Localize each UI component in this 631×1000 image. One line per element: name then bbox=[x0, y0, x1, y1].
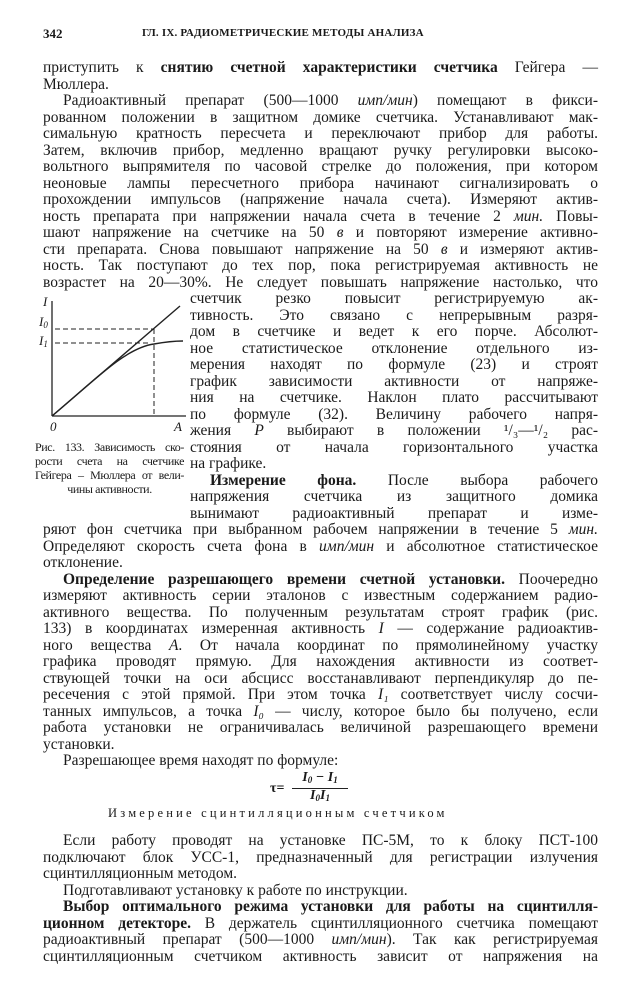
text-run: графика проводят прямую. Для нахождения активности из соответ- bbox=[43, 653, 598, 670]
caption-line: Рис. 133. Зависимость ско- bbox=[35, 440, 184, 454]
text-line bbox=[43, 621, 598, 638]
italic-text: имп/мин bbox=[319, 537, 375, 555]
text-run: стояния от начала горизонтального участка bbox=[190, 438, 598, 456]
text-run: отклонение. bbox=[43, 554, 123, 571]
italic-text: в bbox=[440, 240, 448, 258]
bold-text: Выбор оптимального режима установки для работы на сцинтилля- bbox=[63, 898, 598, 915]
text-run: по формуле (32). Величину рабочего напря- bbox=[190, 405, 598, 423]
text-run: 133) в координатах измеренная активность bbox=[43, 620, 379, 637]
text-line bbox=[43, 916, 598, 933]
text-line bbox=[43, 720, 598, 737]
text-run: сцинтилляционным счетчиком активность зависит от напряжения на bbox=[43, 947, 598, 965]
text-line bbox=[43, 77, 598, 94]
text-line bbox=[43, 899, 598, 916]
text-run: вынимают радиоактивный препарат и изме- bbox=[190, 504, 598, 522]
text-run: счетчик резко повысит регистрируемую ак- bbox=[190, 290, 598, 307]
text-run: симальную кратность пересчета и переключают прибор для работы. bbox=[43, 125, 598, 142]
text-run: ность. Так поступают до тех пор, пока регистрируемая активность не bbox=[43, 257, 598, 274]
measured-curve bbox=[52, 341, 183, 416]
text-run: приступить к bbox=[43, 59, 161, 76]
origin-label: 0 bbox=[50, 419, 57, 434]
running-title: ГЛ. IX. РАДИОМЕТРИЧЕСКИЕ МЕТОДЫ АНАЛИЗА bbox=[142, 27, 424, 39]
text-run: ) помещают в фикси- bbox=[412, 92, 598, 109]
italic-text: имп/мин bbox=[331, 931, 387, 948]
text-run: — содержание радиоактив- bbox=[383, 620, 598, 637]
y-axis-label: I bbox=[43, 294, 48, 309]
text-run: танных импульсов, а точка bbox=[43, 702, 254, 720]
text-line bbox=[43, 192, 598, 209]
italic-text: I₁ bbox=[377, 686, 389, 703]
i0-label: $I_0$ bbox=[39, 314, 48, 330]
text-line bbox=[43, 60, 598, 77]
text-run: После выбора рабочего bbox=[356, 471, 598, 489]
text-run: ствующей точки на оси абсцисс восстанавливают перпендикуляр до пе- bbox=[43, 669, 598, 687]
text-line bbox=[43, 110, 598, 127]
text-line bbox=[43, 704, 598, 721]
text-line bbox=[43, 209, 598, 226]
italic-text: мин. bbox=[568, 521, 598, 538]
page-number: 342 bbox=[43, 26, 63, 41]
text-line bbox=[43, 159, 598, 176]
formula-numerator: $I_0 - I_1$ bbox=[292, 770, 348, 789]
text-line bbox=[43, 143, 598, 160]
italic-text: имп/мин bbox=[357, 92, 413, 109]
text-run: вольтного выпрямителя по часовой стрелке до положения, при котором bbox=[43, 158, 598, 175]
text-run: ряют фон счетчика при выбранном рабочем напряжении в течение 5 bbox=[43, 521, 569, 538]
text-run: рованном положении в защитном домике счетчика. Устанавливают мак- bbox=[43, 108, 598, 126]
text-run: и измеряют актив- bbox=[447, 240, 598, 258]
text-line bbox=[43, 753, 598, 770]
text-line bbox=[43, 866, 598, 883]
text-run: работа установки не ограничивалась величиной разрешающего времени bbox=[43, 719, 598, 736]
text-run: активного вещества. По полученным результатам строят график (рис. bbox=[43, 603, 598, 621]
bold-text: снятию счетной характеристики счетчика bbox=[160, 59, 498, 76]
main-text bbox=[35, 59, 599, 770]
i1-label: $I_1$ bbox=[39, 333, 48, 349]
bold-text: Определение разрешающего времени счетной установки. bbox=[63, 570, 505, 588]
text-run: и абсолютное статистическое bbox=[374, 537, 598, 555]
text-run: В держатель сцинтилляционного счетчика помещают bbox=[190, 914, 598, 932]
caption-line: чины активности. bbox=[67, 482, 152, 496]
text-line bbox=[43, 850, 598, 867]
text-line bbox=[43, 687, 598, 704]
text-run: — числу, которое было бы получено, если bbox=[263, 702, 598, 720]
figure-caption bbox=[35, 440, 184, 496]
text-run: на графике. bbox=[190, 455, 267, 472]
text-line bbox=[43, 126, 598, 143]
text-run: Определяют скорость счета фона в bbox=[43, 537, 320, 555]
text-line bbox=[43, 176, 598, 193]
bold-text: ционном детекторе. bbox=[43, 914, 191, 932]
text-run: мерения находят по формуле (23) и строят bbox=[190, 356, 598, 373]
text-line bbox=[43, 932, 598, 949]
text-line bbox=[43, 93, 598, 110]
text-run: жения bbox=[190, 422, 255, 439]
text-run: возрастет на 20—30%. Не следует повышать напряжение настолько, что bbox=[43, 273, 598, 291]
text-run: соответствует числу сосчи- bbox=[388, 686, 599, 703]
text-line bbox=[43, 522, 598, 539]
text-block-3 bbox=[43, 833, 598, 965]
text-run: Если работу проводят на установке ПС-5М, то к блоку ПСТ-100 bbox=[63, 832, 598, 849]
text-line bbox=[43, 275, 598, 292]
figure-133 bbox=[35, 291, 190, 522]
text-run: Повы- bbox=[543, 207, 598, 225]
text-run: тивность. Это связано с непрерывным разря- bbox=[190, 306, 598, 324]
text-run: Затем, включив прибор, медленно вращают ручку регулировки высоко- bbox=[43, 141, 598, 159]
text-run: радиоактивный препарат (500—1000 bbox=[43, 931, 332, 948]
italic-text: в bbox=[336, 224, 344, 241]
activity-graph bbox=[35, 291, 190, 436]
text-line bbox=[43, 242, 598, 259]
caption-line: рости счета на счетчике bbox=[35, 454, 184, 468]
text-line bbox=[43, 605, 598, 622]
text-run: установки. bbox=[43, 735, 115, 753]
text-line bbox=[43, 572, 598, 589]
text-run: шают напряжение на счетчике на 50 bbox=[43, 224, 337, 241]
text-run: Радиоактивный препарат (500—1000 bbox=[63, 92, 358, 109]
text-line bbox=[43, 737, 598, 754]
text-run: Разрешающее время находят по формуле: bbox=[63, 752, 339, 769]
text-line bbox=[43, 654, 598, 671]
text-line bbox=[43, 555, 598, 572]
text-block-1 bbox=[43, 60, 598, 291]
italic-text: I bbox=[378, 620, 384, 637]
text-run: . От начала координат по прямолинейному участку bbox=[178, 636, 598, 654]
italic-text: мин. bbox=[513, 207, 544, 225]
text-line bbox=[43, 671, 598, 688]
text-line bbox=[43, 588, 598, 605]
text-run: прохождении импульсов (напряжение начала счета). Измеряют актив- bbox=[43, 191, 598, 208]
text-line bbox=[43, 949, 598, 966]
bold-text: Измерение фона. bbox=[210, 471, 357, 489]
text-run: напряжения счетчика из защитного домика bbox=[190, 488, 598, 505]
text-run: измеряют активность серии эталонов с известным содержанием радио- bbox=[43, 587, 598, 604]
italic-text: P bbox=[254, 422, 264, 439]
text-run: дом в счетчике и ведет к его порче. Абсолют- bbox=[190, 323, 598, 340]
italic-text: I₀ bbox=[253, 702, 264, 720]
text-run: ное статистическое отклонение отдельного из- bbox=[190, 339, 598, 357]
section-heading: Измерение сцинтилляционным счетчиком bbox=[108, 806, 448, 820]
text-run: ность препарата при напряжении начала счета в течение 2 bbox=[43, 207, 514, 225]
x-axis-label: A bbox=[174, 419, 182, 434]
italic-text: A bbox=[168, 636, 179, 654]
text-line bbox=[43, 258, 598, 275]
text-line bbox=[43, 225, 598, 242]
text-run: сти препарата. Снова повышают напряжение на 50 bbox=[43, 240, 441, 258]
text-run: ния на счетчике. Наклон плато рассчитывают bbox=[190, 389, 598, 406]
text-line bbox=[43, 638, 598, 655]
caption-line: Гейгера – Мюллера от вели- bbox=[35, 468, 184, 482]
text-run: график зависимости активности от напряже- bbox=[190, 372, 598, 390]
formula-lhs: τ= bbox=[270, 781, 285, 796]
text-line bbox=[43, 883, 598, 900]
text-run: Поочередно bbox=[504, 570, 598, 588]
text-run: ного вещества bbox=[43, 636, 169, 654]
text-run: ). Так как регистрируемая bbox=[386, 931, 599, 948]
text-run: неоновые лампы пересчетного прибора начинают сигнализировать о bbox=[43, 174, 598, 192]
text-run: сцинтилляционным методом. bbox=[43, 865, 238, 882]
text-run: выбирают в положении ¹/₃—¹/₂ рас- bbox=[263, 422, 598, 439]
text-run: подключают блок УСС-1, предназначенный для регистрации излучения bbox=[43, 848, 598, 866]
text-line bbox=[43, 539, 598, 556]
text-run: ресечения с этой прямой. При этом точка bbox=[43, 686, 378, 703]
text-line bbox=[43, 833, 598, 850]
text-run: Мюллера. bbox=[43, 75, 109, 93]
text-run: Гейгера — bbox=[497, 59, 598, 76]
text-run: и повторяют измерение активно- bbox=[343, 224, 599, 241]
text-run: Подготавливают установку к работе по инструкции. bbox=[63, 881, 408, 899]
formula-denominator: $I_0I_1$ bbox=[310, 788, 330, 803]
